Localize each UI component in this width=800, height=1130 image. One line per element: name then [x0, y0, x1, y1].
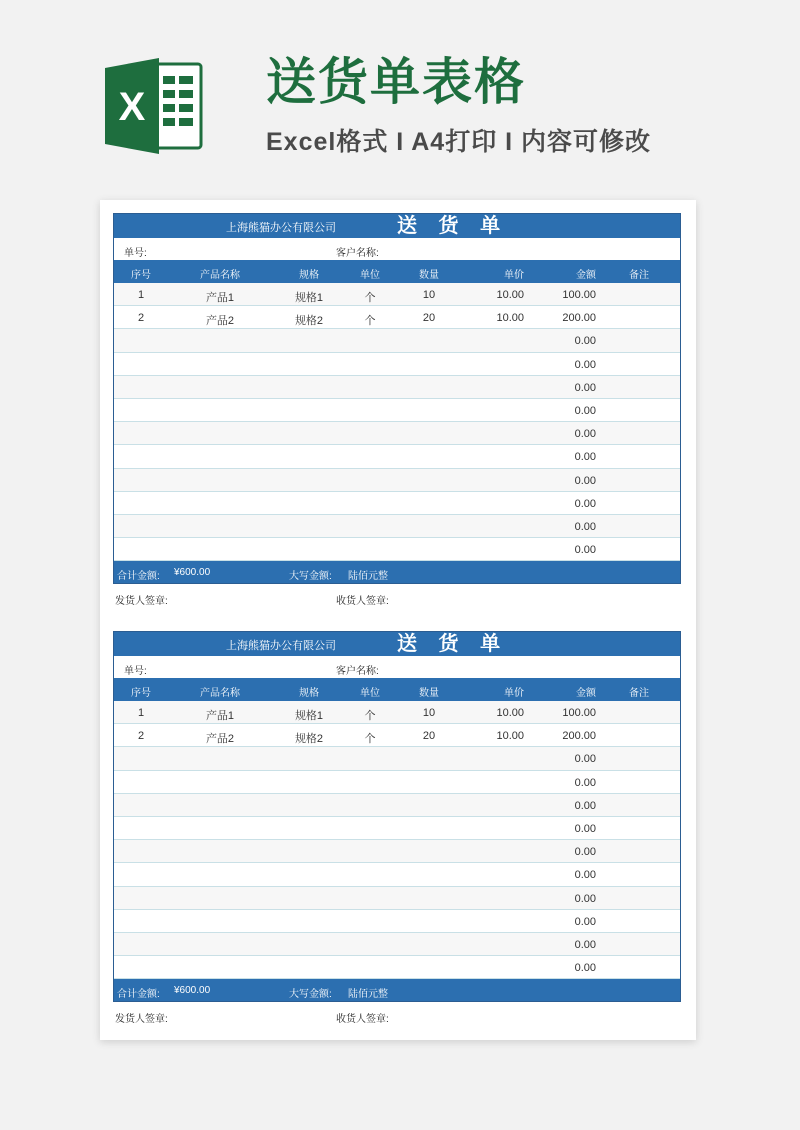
document-page: [100, 200, 696, 1040]
col-header-seq: 序号: [131, 688, 151, 699]
form-info-row: [114, 238, 680, 260]
cell-amount: 200.00: [562, 312, 596, 325]
cell-amount: 0.00: [574, 335, 596, 348]
cell-seq: 2: [137, 730, 145, 743]
form-title-row: [114, 214, 680, 238]
cell-price: 10.00: [496, 730, 524, 743]
table-row: [114, 399, 680, 422]
table-body: [114, 701, 680, 979]
order-no-label: 单号:: [124, 248, 147, 259]
cell-qty: 20: [422, 730, 436, 743]
cell-amount: 0.00: [574, 497, 596, 510]
customer-label: 客户名称:: [336, 248, 379, 259]
table-row: [114, 863, 680, 886]
form-title: 送 货 单: [397, 633, 509, 655]
cell-amount: 200.00: [562, 730, 596, 743]
cell-price: 10.00: [496, 707, 524, 719]
col-header-amount: 金额: [576, 270, 596, 281]
cell-qty: 10: [422, 707, 436, 719]
table-row: [114, 887, 680, 910]
table-row: [114, 329, 680, 352]
cell-amount: 0.00: [574, 404, 596, 417]
shipper-sign-label: 发货人签章:: [115, 596, 168, 607]
form-info-row: [114, 656, 680, 678]
signature-row: [115, 1010, 675, 1026]
total-upper-value: 陆佰元整: [348, 571, 388, 583]
cell-qty: 20: [422, 312, 436, 325]
receiver-sign-label: 收货人签章:: [336, 1014, 389, 1025]
delivery-form: [113, 213, 681, 584]
cell-spec: 规格2: [294, 733, 324, 746]
excel-logo-letter: X: [118, 85, 146, 129]
cell-amount: 0.00: [574, 451, 596, 464]
table-row: [114, 492, 680, 515]
cell-amount: 0.00: [574, 915, 596, 928]
table-row: [114, 353, 680, 376]
cell-amount: 0.00: [574, 381, 596, 394]
shipper-sign-label: 发货人签章:: [115, 1014, 168, 1025]
cell-spec: 规格1: [294, 710, 324, 722]
form-title-row: [114, 632, 680, 656]
table-row: [114, 469, 680, 492]
table-row: [114, 771, 680, 794]
cell-amount: 0.00: [574, 358, 596, 371]
table-row: [114, 794, 680, 817]
cell-amount: 0.00: [574, 474, 596, 487]
cell-product-name: 产品1: [205, 292, 235, 304]
cell-seq: 1: [137, 707, 145, 719]
col-header-qty: 数量: [419, 270, 439, 281]
table-row: [114, 933, 680, 956]
cell-spec: 规格1: [294, 292, 324, 304]
cell-amount: 0.00: [574, 753, 596, 766]
receiver-sign-label: 收货人签章:: [336, 596, 389, 607]
total-value: ¥600.00: [174, 567, 211, 579]
table-row: [114, 910, 680, 933]
cell-amount: 100.00: [562, 289, 596, 301]
banner-subtitle: Excel格式 I A4打印 I 内容可修改: [266, 128, 652, 156]
table-row: [114, 515, 680, 538]
total-label: 合计金额:: [117, 571, 160, 583]
cell-spec: 规格2: [294, 315, 324, 328]
col-header-amount: 金额: [576, 688, 596, 699]
col-header-note: 备注: [629, 270, 649, 281]
cell-amount: 0.00: [574, 846, 596, 859]
col-header-name: 产品名称: [200, 688, 240, 699]
cell-amount: 0.00: [574, 869, 596, 882]
col-header-spec: 规格: [299, 270, 319, 281]
col-header-seq: 序号: [131, 270, 151, 281]
table-header: [114, 260, 680, 283]
signature-row: [115, 592, 675, 608]
col-header-qty: 数量: [419, 688, 439, 699]
company-name: 上海熊猫办公有限公司: [226, 222, 336, 234]
table-row: [114, 724, 680, 747]
total-value: ¥600.00: [174, 985, 211, 997]
col-header-name: 产品名称: [200, 270, 240, 281]
total-upper-value: 陆佰元整: [348, 989, 388, 1001]
col-header-price: 单价: [504, 688, 524, 699]
cell-amount: 0.00: [574, 799, 596, 812]
cell-price: 10.00: [496, 289, 524, 301]
cell-product-name: 产品2: [205, 733, 235, 746]
table-row: [114, 376, 680, 399]
cell-amount: 0.00: [574, 892, 596, 905]
total-upper-label: 大写金额:: [289, 571, 332, 583]
cell-unit: 个: [364, 315, 376, 328]
table-row: [114, 422, 680, 445]
cell-product-name: 产品2: [205, 315, 235, 328]
delivery-form: [113, 631, 681, 1002]
cell-amount: 0.00: [574, 962, 596, 975]
cell-unit: 个: [364, 733, 376, 746]
cell-amount: 0.00: [574, 822, 596, 835]
total-label: 合计金额:: [117, 989, 160, 1001]
excel-icon: [103, 58, 203, 154]
cell-qty: 10: [422, 289, 436, 301]
table-row: [114, 283, 680, 306]
company-name: 上海熊猫办公有限公司: [226, 640, 336, 652]
cell-amount: 0.00: [574, 520, 596, 533]
cell-seq: 1: [137, 289, 145, 301]
cell-amount: 0.00: [574, 544, 596, 557]
table-row: [114, 747, 680, 770]
cell-amount: 0.00: [574, 776, 596, 789]
table-row: [114, 817, 680, 840]
table-row: [114, 306, 680, 329]
col-header-spec: 规格: [299, 688, 319, 699]
banner-title: 送货单表格: [266, 54, 526, 110]
col-header-unit: 单位: [360, 270, 380, 281]
total-row: [114, 979, 680, 1001]
table-body: [114, 283, 680, 561]
order-no-label: 单号:: [124, 666, 147, 677]
total-upper-label: 大写金额:: [289, 989, 332, 1001]
col-header-note: 备注: [629, 688, 649, 699]
table-header: [114, 678, 680, 701]
table-row: [114, 840, 680, 863]
customer-label: 客户名称:: [336, 666, 379, 677]
col-header-price: 单价: [504, 270, 524, 281]
table-row: [114, 445, 680, 468]
cell-amount: 100.00: [562, 707, 596, 719]
form-title: 送 货 单: [397, 215, 509, 237]
cell-price: 10.00: [496, 312, 524, 325]
table-row: [114, 701, 680, 724]
cell-amount: 0.00: [574, 938, 596, 951]
table-row: [114, 956, 680, 979]
col-header-unit: 单位: [360, 688, 380, 699]
cell-seq: 2: [137, 312, 145, 325]
total-row: [114, 561, 680, 583]
cell-product-name: 产品1: [205, 710, 235, 722]
cell-unit: 个: [364, 292, 376, 304]
table-row: [114, 538, 680, 561]
cell-unit: 个: [364, 710, 376, 722]
cell-amount: 0.00: [574, 428, 596, 441]
